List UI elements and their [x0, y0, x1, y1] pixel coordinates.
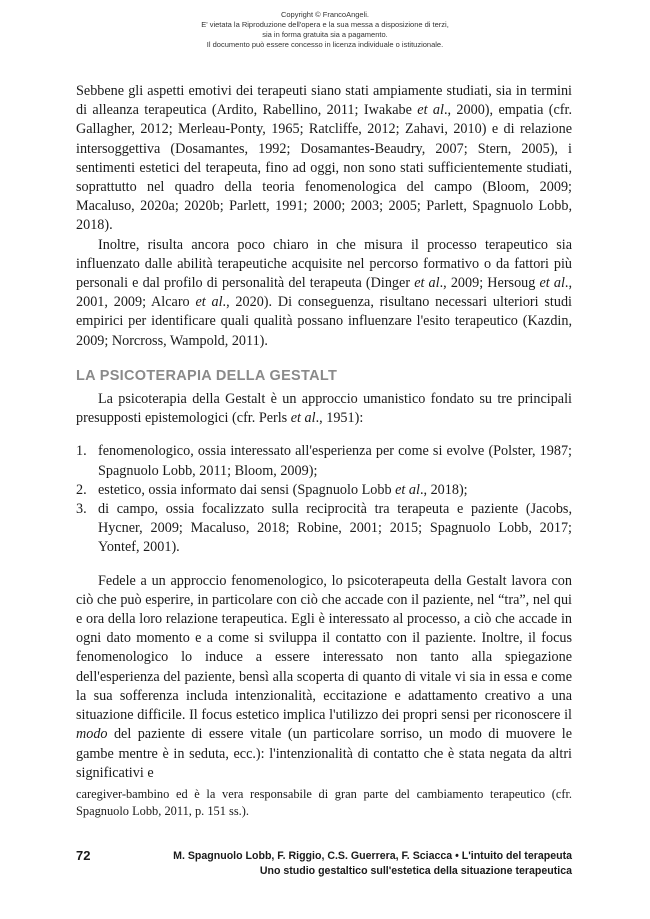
running-footer — [173, 849, 572, 879]
italic-run: et al — [195, 294, 223, 311]
text-run: ., 2000), empatia (cfr. Gallagher, 2012; Merleau-Ponty, 1965; Ratcliffe, 2012; Zahavi, 2010) e di relazione intersoggettiva (Dosamantes, 1992; Dosamantes-Beaudry, 2007; Stern, 2005), i sentimenti estetici del terapeuta, fino ad oggi, non sono stati sufficientemente studiati, soprattutto nel quadro della teoria fenomenologica del campo (Bloom, 2009; Macaluso, 2020a; 2020b; Parlett, 1991; 2000; 2003; 2005; Parlett, Spagnuolo Lobb, 2018). — [76, 102, 572, 234]
copyright-line: E' vietata la Riproduzione dell'opera e la sua messa a disposizione di terzi, — [201, 20, 449, 29]
text-run: ., 1951): — [315, 410, 364, 427]
numbered-list — [76, 442, 572, 557]
page-number: 72 — [76, 848, 91, 863]
italic-run: et al — [395, 481, 420, 498]
list-number: 2. — [76, 481, 87, 498]
list-item — [76, 442, 572, 480]
italic-run: et al — [414, 275, 440, 292]
text-run: ., 2009; Hersoug — [439, 275, 540, 292]
copyright-line: sia in forma gratuita sia a pagamento. — [262, 30, 388, 39]
running-footer-title: Uno studio gestaltico sull'estetica della situazione terapeutica — [259, 865, 572, 877]
text-run: del paziente di essere vitale (un particolare sorriso, un modo di muovere le gambe mentre è in seduta, ecc.): l'intenzionalità di contatto che è stata negata da altri significativi e — [76, 726, 572, 781]
italic-run: modo — [76, 726, 108, 743]
list-item — [76, 481, 572, 500]
text-run: Inoltre, risulta ancora poco chiaro in che misura il processo terapeutico sia influenzato dalle abilità terapeutiche acquisite nel percorso formativo o da fattori più personali e dal profilo di personalità del terapeuta (Dinger — [76, 236, 572, 292]
text-run: di campo, ossia focalizzato sulla reciprocità tra terapeuta e paziente (Jacobs, Hycner, 2009; Macaluso, 2018; Robine, 2001; 2015; Spagnuolo Lobb, 2017; Yontef, 2001). — [98, 501, 572, 556]
paragraph — [76, 390, 572, 428]
paragraph — [76, 82, 572, 236]
text-run: ., 2020). Di conseguenza, risultano necessari ulteriori studi empirici per identificare quali qualità possano influenzare l'esito terapeutico (Kazdin, 2009; Norcross, Wampold, 2011). — [76, 294, 572, 349]
text-run: fenomenologico, ossia interessato all'esperienza per come si evolve (Polster, 1987; Spagnuolo Lobb, 2011; Bloom, 2009); — [98, 443, 572, 479]
copyright-line: Il documento può essere concesso in licenza individuale o istituzionale. — [206, 40, 444, 49]
text-run: estetico, ossia informato dai sensi (Spagnuolo Lobb — [98, 481, 396, 498]
list-number: 1. — [76, 443, 87, 460]
list-number: 3. — [76, 501, 87, 518]
section-heading: LA PSICOTERAPIA DELLA GESTALT — [76, 367, 338, 384]
text-run: Fedele a un approccio fenomenologico, lo psicoterapeuta della Gestalt lavora con ciò che può esperire, in particolare con ciò che accade con il paziente, nel “tra”, nel qui e ora della loro relazione terapeutica. Egli è interessato al processo, a ciò che accade in ogni dato momento e a come si sviluppa il contatto con il paziente. Inoltre, il focus fenomenologico lo induce a essere interessato non tanto alla spiegazione dell'esperienza del paziente, bensì alla scoperta di quanto di vitale vi sia in essa e come la sua sofferenza includa intenzionalità, eccitazione e adattamento creativo a una situazione difficile. Il focus estetico implica l'utilizzo dei propri sensi per riconoscere il — [76, 572, 572, 724]
running-footer-authors: M. Spagnuolo Lobb, F. Riggio, C.S. Guerrera, F. Sciacca • L'intuito del terapeuta — [173, 850, 572, 862]
main-text — [76, 82, 572, 783]
footnote: caregiver-bambino ed è la vera responsabile di gran parte del cambiamento terapeutico (cfr. Spagnuolo Lobb, 2011, p. 151 ss.). — [76, 787, 572, 818]
text-run: La psicoterapia della Gestalt è un approccio umanistico fondato su tre principali presupposti epistemologici (cfr. Perls — [76, 391, 572, 427]
text-run: ., 2001, 2009; Alcaro — [76, 275, 573, 311]
copyright-notice — [0, 10, 650, 50]
paragraph — [76, 572, 572, 783]
italic-run: et al — [539, 275, 565, 292]
italic-run: et al — [417, 102, 444, 119]
italic-run: et al — [290, 410, 316, 427]
text-run: Sebbene gli aspetti emotivi dei terapeuti siano stati ampiamente studiati, sia in termini di alleanza terapeutica (Ardito, Rabellino, 2011; Iwakabe — [76, 83, 572, 119]
copyright-line: Copyright © FrancoAngeli. — [280, 10, 370, 19]
list-item — [76, 500, 572, 558]
text-run: ., 2018); — [419, 481, 468, 498]
paragraph — [76, 236, 572, 351]
